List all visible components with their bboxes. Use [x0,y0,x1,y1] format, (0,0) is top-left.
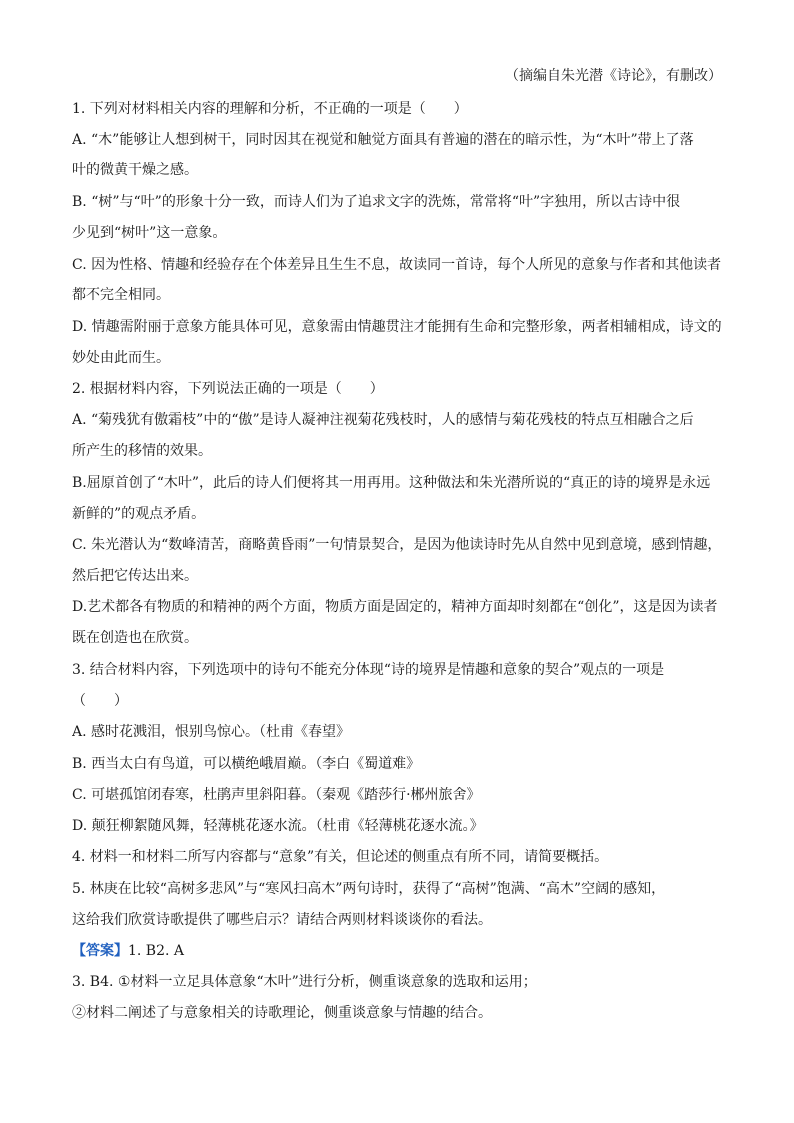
question-3-stem-cont: （ ） [72,693,128,709]
source-citation: （摘编自朱光潜《诗论》，有删改） [505,68,722,84]
question-2-option-b-cont: 新鲜的”的观点矛盾。 [72,506,206,522]
question-1-option-d: D. 情趣需附丽于意象方能具体可见，意象需由情趣贯注才能拥有生命和完整形象，两者相辅相成，诗文的 [72,319,722,335]
question-3-stem: 3. 结合材料内容，下列选项中的诗句不能充分体现“诗的境界是情趣和意象的契合”观点的一项是 [72,662,665,678]
question-1-option-d-cont: 妙处由此而生。 [72,350,170,366]
question-5-cont: 这给我们欣赏诗歌提供了哪些启示？请结合两则材料谈谈你的看法。 [72,912,492,928]
question-3-option-c: C. 可堪孤馆闭春寒，杜鹃声里斜阳暮。（秦观《踏莎行·郴州旅舍》 [72,787,481,803]
question-3-option-d: D. 颠狂柳絮随风舞，轻薄桃花逐水流。（杜甫《轻薄桃花逐水流。》 [72,818,484,834]
answer-line-3: ②材料二阐述了与意象相关的诗歌理论，侧重谈意象与情趣的结合。 [72,1005,492,1021]
question-2-option-a-cont: 所产生的移情的效果。 [72,443,212,459]
answer-line-1 [72,941,724,961]
question-1-option-a-cont: 叶的微黄干燥之感。 [72,162,198,178]
question-1-option-b-cont: 少见到“树叶”这一意象。 [72,225,227,241]
question-2-option-c-cont: 然后把它传达出来。 [72,568,198,584]
question-3-option-b: B. 西当太白有鸟道，可以横绝峨眉巅。（李白《蜀道难》 [72,756,421,772]
question-5: 5. 林庚在比较“高树多悲风”与“寒风扫高木”两句诗时，获得了“高树”饱满、“高木”空阔的感知， [72,881,666,897]
question-1-option-b: B. “树”与“叶”的形象十分一致，而诗人们为了追求文字的洗炼，常常将“叶”字独用，所以古诗中很 [72,194,681,210]
question-1-option-c: C. 因为性格、情趣和经验存在个体差异且生生不息，故读同一首诗，每个人所见的意象与作者和其他读者 [72,257,722,273]
question-1-stem: 1. 下列对材料相关内容的理解和分析，不正确的一项是（ ） [72,101,468,117]
question-2-option-d: D.艺术都各有物质的和精神的两个方面，物质方面是固定的，精神方面却时刻都在“创化”，这是因为读者 [72,599,718,615]
question-2-option-b: B.屈原首创了“木叶”，此后的诗人们便将其一用再用。这种做法和朱光潜所说的“真正的诗的境界是永远 [72,475,711,491]
answer-line-2: 3. B4. ①材料一立足具体意象“木叶”进行分析，侧重谈意象的选取和运用； [72,974,537,990]
question-2-option-a: A. “菊残犹有傲霜枝”中的“傲”是诗人凝神注视菊花残枝时，人的感情与菊花残枝的特点互相融合之后 [72,412,694,428]
answer-text-1: 1. B2. A [128,943,185,959]
question-2-option-c: C. 朱光潜认为“数峰清苦，商略黄昏雨”一句情景契合，是因为他读诗时先从自然中见到意境，感到情趣， [72,537,722,553]
question-1-option-a: A. “木”能够让人想到树干，同时因其在视觉和触觉方面具有普遍的潜在的暗示性，为“木叶”带上了落 [72,132,694,148]
answer-tag: 【答案】 [72,943,128,959]
question-1-option-c-cont: 都不完全相同。 [72,287,170,303]
question-2-option-d-cont: 既在创造也在欣赏。 [72,630,198,646]
question-3-option-a: A. 感时花溅泪，恨别鸟惊心。（杜甫《春望》 [72,724,351,740]
question-2-stem: 2. 根据材料内容，下列说法正确的一项是（ ） [72,381,384,397]
question-4: 4. 材料一和材料二所写内容都与“意象”有关，但论述的侧重点有所不同，请简要概括。 [72,849,609,865]
